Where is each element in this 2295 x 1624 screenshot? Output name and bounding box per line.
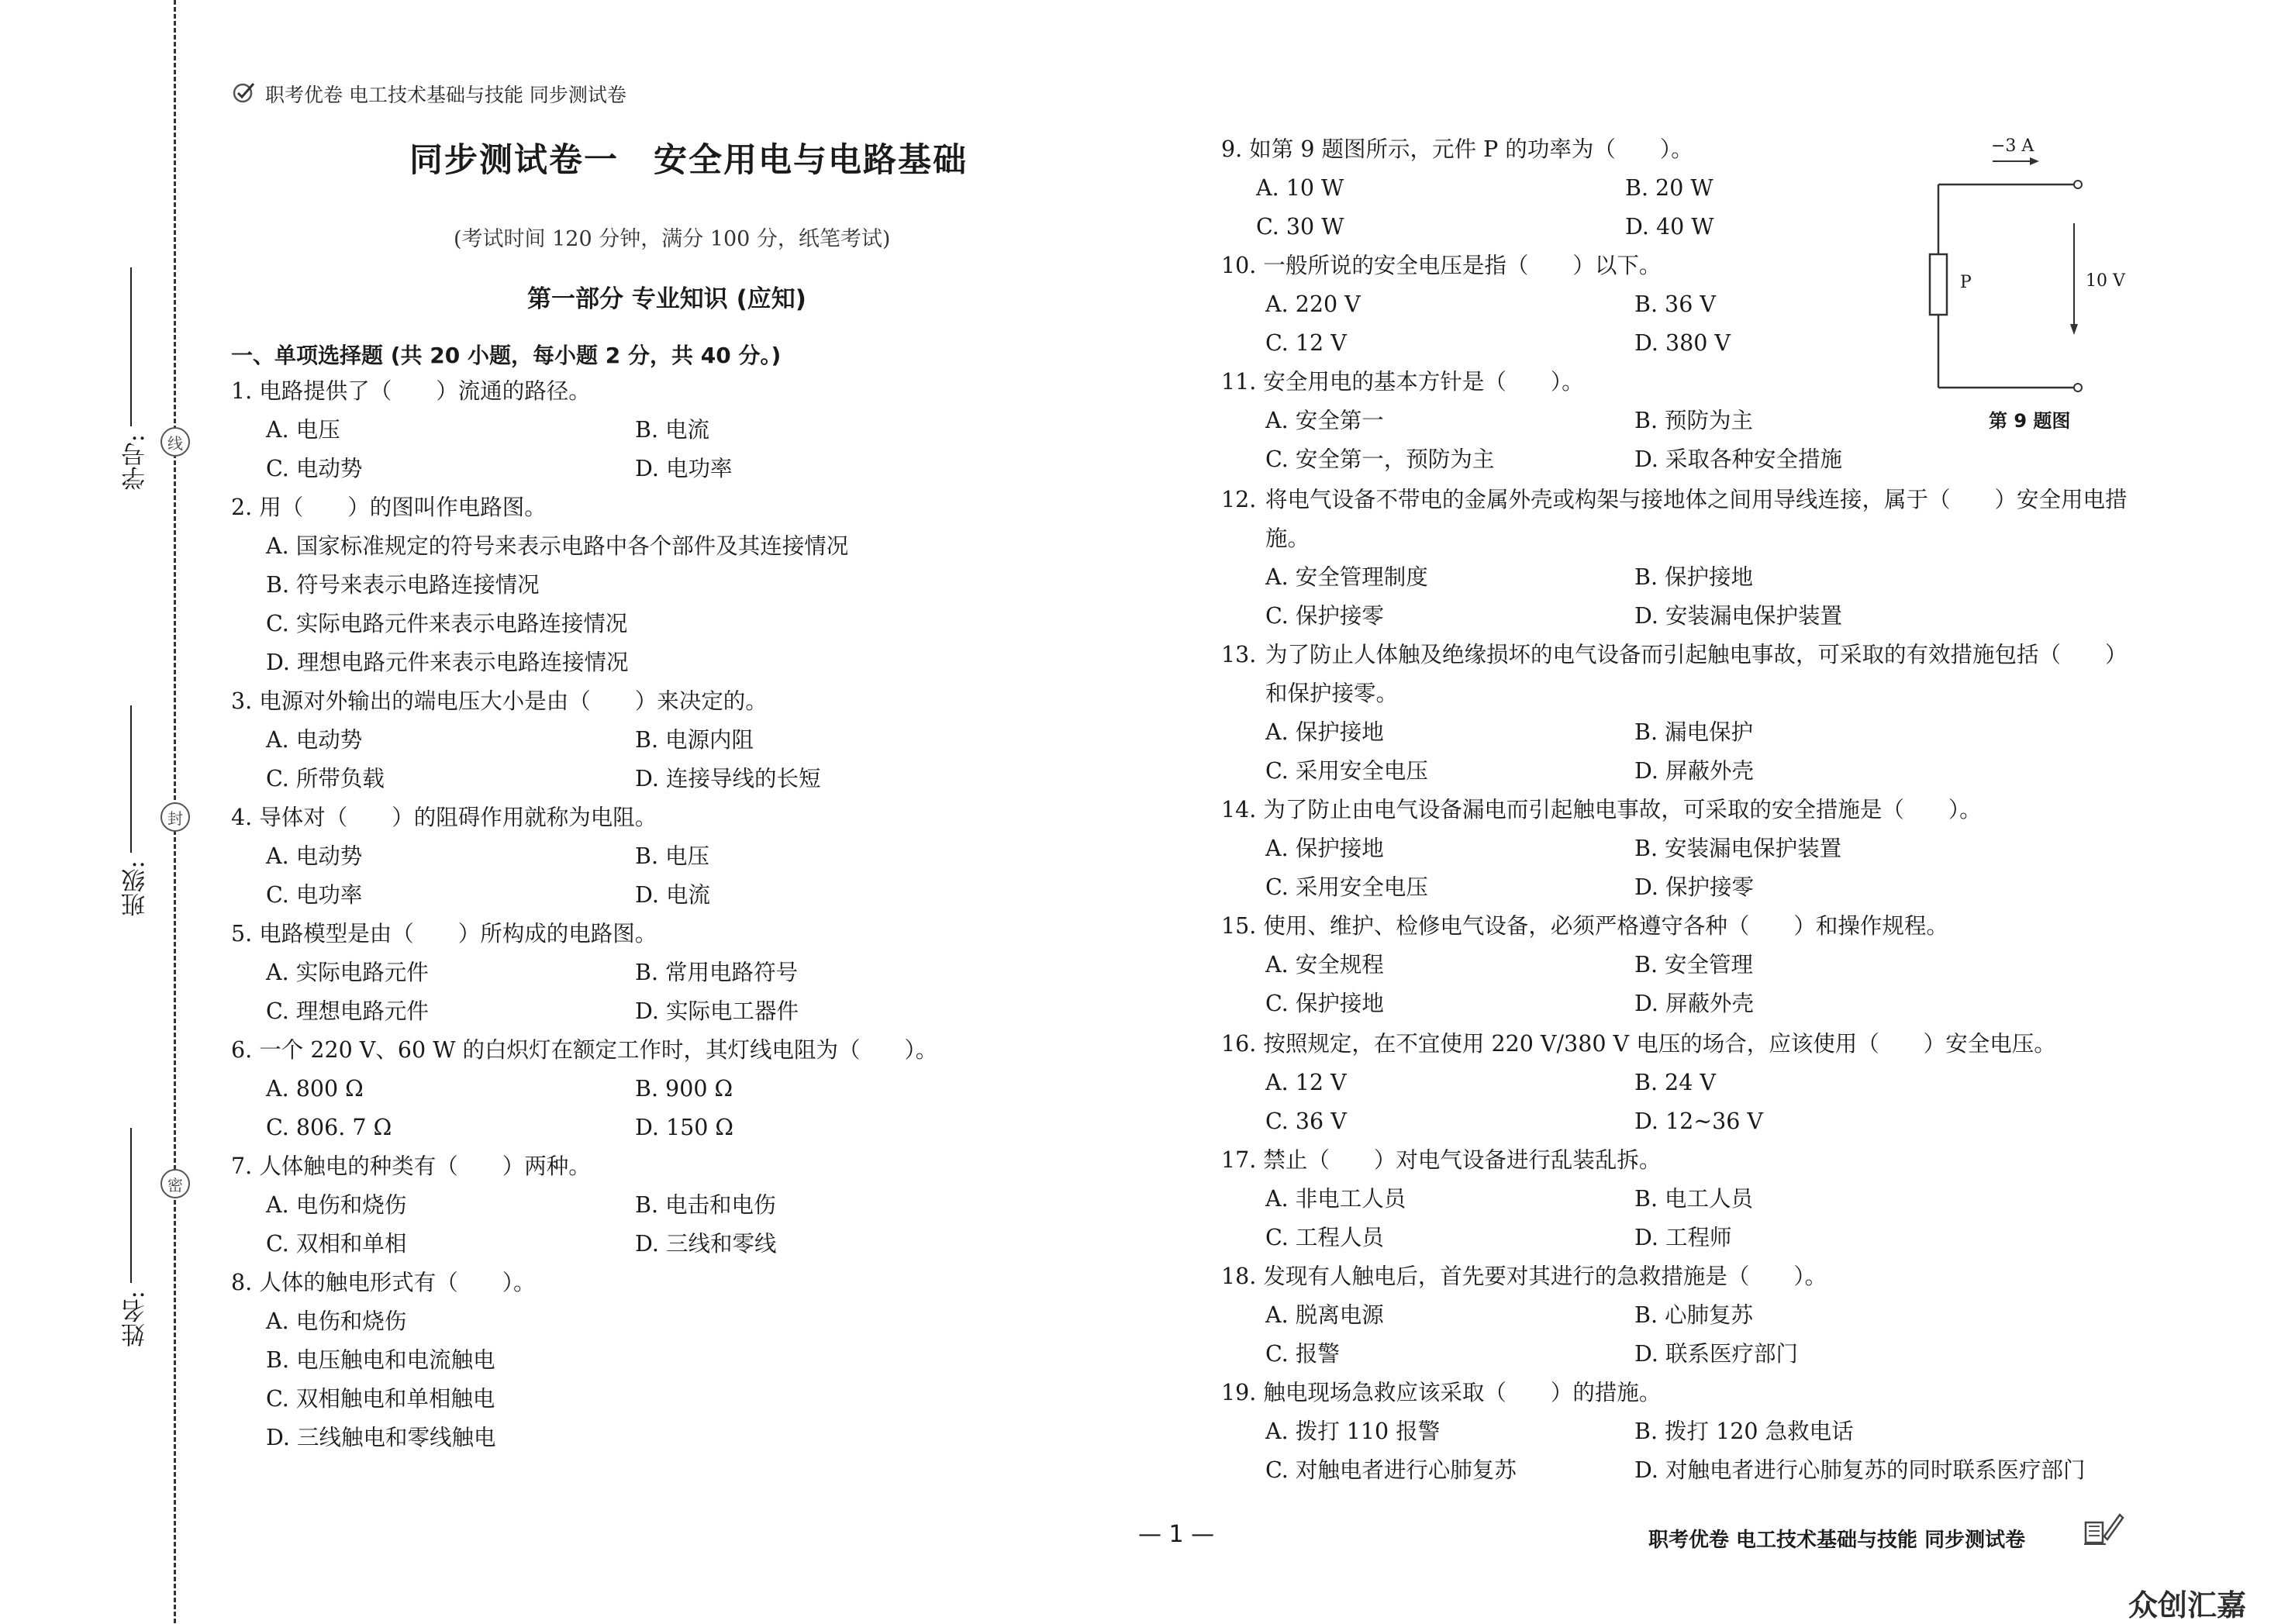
question-stem: 用（ ）的图叫作电路图。 (259, 495, 547, 520)
question-19 (1221, 1374, 2132, 1490)
current-arrowhead (2030, 157, 2039, 165)
option-a: A. 安全管理制度 (1265, 564, 1428, 590)
student-id-line (130, 267, 132, 426)
option-c: C. 理想电路元件 (266, 998, 429, 1024)
question-number: 7. (231, 1153, 253, 1179)
question-number: 16. (1221, 1031, 1257, 1057)
question-stem: 触电现场急救应该采取（ ）的措施。 (1263, 1380, 1662, 1405)
option-d: D. 40 W (1625, 214, 1714, 240)
class-line (130, 705, 132, 853)
option-b: B. 拨打 120 急救电话 (1634, 1419, 1854, 1444)
option-a: A. 10 W (1256, 175, 1344, 201)
option-c: C. 36 V (1265, 1109, 1347, 1134)
question-stem: 一个 220 V、60 W 的白炽灯在额定工作时，其灯线电阻为（ ）。 (259, 1037, 938, 1063)
question-stem: 电路提供了（ ）流通的路径。 (259, 378, 591, 404)
option-a: A. 电动势 (266, 843, 363, 869)
question-number: 12. (1221, 487, 1257, 512)
class-label: 班级: (122, 860, 150, 917)
current-label: −3 A (1991, 136, 2034, 156)
option-d: D. 电功率 (635, 456, 733, 481)
element-p-label: P (1960, 273, 1972, 292)
circuit-figure (1915, 132, 2148, 403)
option-a: A. 电伤和烧伤 (266, 1192, 407, 1218)
option-c: C. 806. 7 Ω (266, 1115, 392, 1140)
option-b: B. 36 V (1634, 291, 1716, 317)
header-text: 职考优卷 电工技术基础与技能 同步测试卷 (265, 84, 626, 106)
question-number: 14. (1221, 797, 1257, 822)
question-14 (1221, 791, 2132, 907)
question-number: 19. (1221, 1380, 1257, 1405)
option-a: A. 12 V (1265, 1070, 1347, 1095)
option-d: D. 屏蔽外壳 (1634, 991, 1754, 1016)
question-number: 6. (231, 1037, 253, 1063)
option-d: D. 三线和零线 (635, 1231, 777, 1257)
question-number: 11. (1221, 369, 1257, 395)
question-12 (1221, 481, 2132, 636)
question-number: 15. (1221, 913, 1257, 939)
question-2 (231, 488, 1084, 682)
option-b: B. 安全管理 (1634, 952, 1754, 978)
option-a: A. 实际电路元件 (266, 960, 429, 985)
option-d: D. 安装漏电保护装置 (1634, 603, 1842, 629)
option-a: A. 非电工人员 (1265, 1186, 1406, 1212)
voltage-arrowhead (2070, 324, 2078, 335)
checkmark-logo-icon (231, 81, 256, 104)
option-c: C. 双相和单相 (266, 1231, 407, 1257)
option-a: A. 保护接地 (1265, 836, 1384, 861)
option-c: C. 采用安全电压 (1265, 758, 1428, 784)
terminal-bottom (2074, 384, 2082, 391)
voltage-label: 10 V (2086, 271, 2125, 291)
option-d: D. 连接导线的长短 (635, 766, 821, 791)
option-a: A. 电动势 (266, 727, 363, 753)
question-stem: 禁止（ ）对电气设备进行乱装乱拆。 (1263, 1147, 1662, 1173)
question-number: 13. (1221, 642, 1257, 667)
option-b: B. 保护接地 (1634, 564, 1754, 590)
option-d: D. 屏蔽外壳 (1634, 758, 1754, 784)
question-5 (231, 915, 1084, 1031)
question-number: 17. (1221, 1147, 1257, 1173)
question-18 (1221, 1257, 2132, 1374)
option-c: C. 12 V (1265, 330, 1347, 356)
option-d: D. 三线触电和零线触电 (266, 1425, 496, 1450)
option-b: B. 安装漏电保护装置 (1634, 836, 1842, 861)
question-stem: 导体对（ ）的阻碍作用就称为电阻。 (259, 805, 657, 830)
option-c: C. 电动势 (266, 456, 363, 481)
question-number: 2. (231, 495, 253, 520)
option-a: A. 国家标准规定的符号来表示电路中各个部件及其连接情况 (266, 533, 849, 559)
option-b: B. 电压 (635, 843, 710, 869)
question-11 (1221, 363, 1919, 479)
option-c: C. 电功率 (266, 882, 363, 908)
page-title: 同步测试卷一 安全用电与电路基础 (409, 141, 968, 180)
seal-char-line: 线 (160, 427, 190, 457)
option-c: C. 30 W (1256, 214, 1344, 240)
question-stem: 如第 9 题图所示，元件 P 的功率为（ ）。 (1249, 136, 1693, 162)
question-13 (1221, 636, 2132, 791)
option-c: C. 实际电路元件来表示电路连接情况 (266, 611, 628, 636)
page-subtitle: (考试时间 120 分钟，满分 100 分，纸笔考试) (454, 227, 891, 251)
option-c: C. 所带负载 (266, 766, 385, 791)
option-b: B. 常用电路符号 (635, 960, 799, 985)
question-number: 18. (1221, 1264, 1257, 1289)
watermark: 众创汇嘉 (2128, 1588, 2247, 1622)
question-stem: 将电气设备不带电的金属外壳或构架与接地体之间用导线连接，属于（ ）安全用电措施。 (1265, 487, 2128, 551)
option-a: A. 拨打 110 报警 (1265, 1419, 1441, 1444)
option-a: A. 220 V (1265, 291, 1361, 317)
option-b: B. 预防为主 (1634, 408, 1754, 433)
student-id-label: 学号: (122, 434, 150, 491)
element-p-box (1930, 254, 1947, 315)
option-a: A. 电伤和烧伤 (266, 1309, 407, 1334)
question-number: 3. (231, 688, 253, 714)
question-6 (231, 1031, 1084, 1147)
option-b: B. 20 W (1625, 175, 1713, 201)
figure-caption: 第 9 题图 (1989, 410, 2071, 432)
question-number: 4. (231, 805, 253, 830)
option-b: B. 电压触电和电流触电 (266, 1347, 495, 1373)
question-stem: 电源对外输出的端电压大小是由（ ）来决定的。 (259, 688, 768, 714)
option-c: C. 工程人员 (1265, 1225, 1384, 1250)
option-c: C. 对触电者进行心肺复苏 (1265, 1457, 1517, 1483)
option-b: B. 24 V (1634, 1070, 1716, 1095)
option-d: D. 理想电路元件来表示电路连接情况 (266, 650, 629, 675)
option-c: C. 双相触电和单相触电 (266, 1386, 495, 1412)
option-a: A. 电压 (266, 417, 340, 443)
question-7 (231, 1147, 1084, 1264)
option-b: B. 漏电保护 (1634, 719, 1754, 745)
question-stem: 使用、维护、检修电气设备，必须严格遵守各种（ ）和操作规程。 (1263, 913, 1948, 939)
option-c: C. 采用安全电压 (1265, 874, 1428, 900)
option-c: C. 报警 (1265, 1341, 1340, 1367)
option-a: A. 保护接地 (1265, 719, 1384, 745)
option-a: A. 安全规程 (1265, 952, 1384, 978)
footer-title: 职考优卷 电工技术基础与技能 同步测试卷 (1648, 1529, 2026, 1552)
option-d: D. 150 Ω (635, 1115, 734, 1140)
question-stem: 人体触电的种类有（ ）两种。 (259, 1153, 591, 1179)
option-d: D. 保护接零 (1634, 874, 1754, 900)
question-stem: 一般所说的安全电压是指（ ）以下。 (1263, 253, 1662, 278)
question-16 (1221, 1025, 2132, 1141)
option-a: A. 脱离电源 (1265, 1302, 1384, 1328)
option-c: C. 安全第一，预防为主 (1265, 447, 1495, 472)
question-number: 1. (231, 378, 253, 404)
question-8 (231, 1264, 1084, 1457)
seal-char-secret: 密 (160, 1169, 190, 1198)
question-1 (231, 372, 1084, 488)
question-number: 5. (231, 921, 253, 946)
option-d: D. 对触电者进行心肺复苏的同时联系医疗部门 (1634, 1457, 2086, 1483)
option-d: D. 380 V (1634, 330, 1731, 356)
question-stem: 人体的触电形式有（ ）。 (259, 1270, 536, 1295)
option-b: B. 电流 (635, 417, 710, 443)
seal-char-seal: 封 (160, 802, 190, 832)
question-15 (1221, 907, 2132, 1023)
question-stem: 为了防止由电气设备漏电而引起触电事故，可采取的安全措施是（ ）。 (1263, 797, 1982, 822)
question-stem: 安全用电的基本方针是（ ）。 (1263, 369, 1584, 395)
option-d: D. 联系医疗部门 (1634, 1341, 1798, 1367)
name-label: 姓名: (122, 1291, 150, 1347)
book-pen-icon (2083, 1510, 2124, 1546)
question-17 (1221, 1141, 2132, 1257)
option-b: B. 电源内阻 (635, 727, 754, 753)
question-number: 9. (1221, 136, 1243, 162)
question-9 (1221, 130, 1919, 247)
terminal-top (2074, 181, 2082, 188)
question-number: 8. (231, 1270, 253, 1295)
option-a: A. 安全第一 (1265, 408, 1384, 433)
page-number: — 1 — (1138, 1521, 1215, 1548)
option-d: D. 12~36 V (1634, 1109, 1764, 1134)
question-stem: 为了防止人体触及绝缘损坏的电气设备而引起触电事故，可采取的有效措施包括（ ）和保护接零。 (1265, 642, 2128, 706)
question-10 (1221, 247, 1919, 363)
question-4 (231, 798, 1084, 915)
question-3 (231, 682, 1084, 798)
option-c: C. 保护接地 (1265, 991, 1384, 1016)
part-title: 第一部分 专业知识 (应知) (527, 285, 806, 313)
option-d: D. 采取各种安全措施 (1634, 447, 1842, 472)
option-b: B. 电击和电伤 (635, 1192, 776, 1218)
option-a: A. 800 Ω (266, 1076, 364, 1102)
question-stem: 发现有人触电后，首先要对其进行的急救措施是（ ）。 (1263, 1264, 1827, 1289)
question-stem: 按照规定，在不宜使用 220 V/380 V 电压的场合，应该使用（ ）安全电压。 (1263, 1031, 2056, 1057)
option-d: D. 电流 (635, 882, 710, 908)
question-number: 10. (1221, 253, 1257, 278)
option-b: B. 符号来表示电路连接情况 (266, 572, 540, 598)
option-d: D. 工程师 (1634, 1225, 1732, 1250)
name-line (130, 1128, 132, 1283)
option-b: B. 心肺复苏 (1634, 1302, 1754, 1328)
question-stem: 电路模型是由（ ）所构成的电路图。 (259, 921, 657, 946)
option-b: B. 900 Ω (635, 1076, 733, 1102)
section-heading: 一、单项选择题 (共 20 小题，每小题 2 分，共 40 分。) (231, 343, 782, 368)
option-d: D. 实际电工器件 (635, 998, 799, 1024)
option-c: C. 保护接零 (1265, 603, 1384, 629)
option-b: B. 电工人员 (1634, 1186, 1754, 1212)
